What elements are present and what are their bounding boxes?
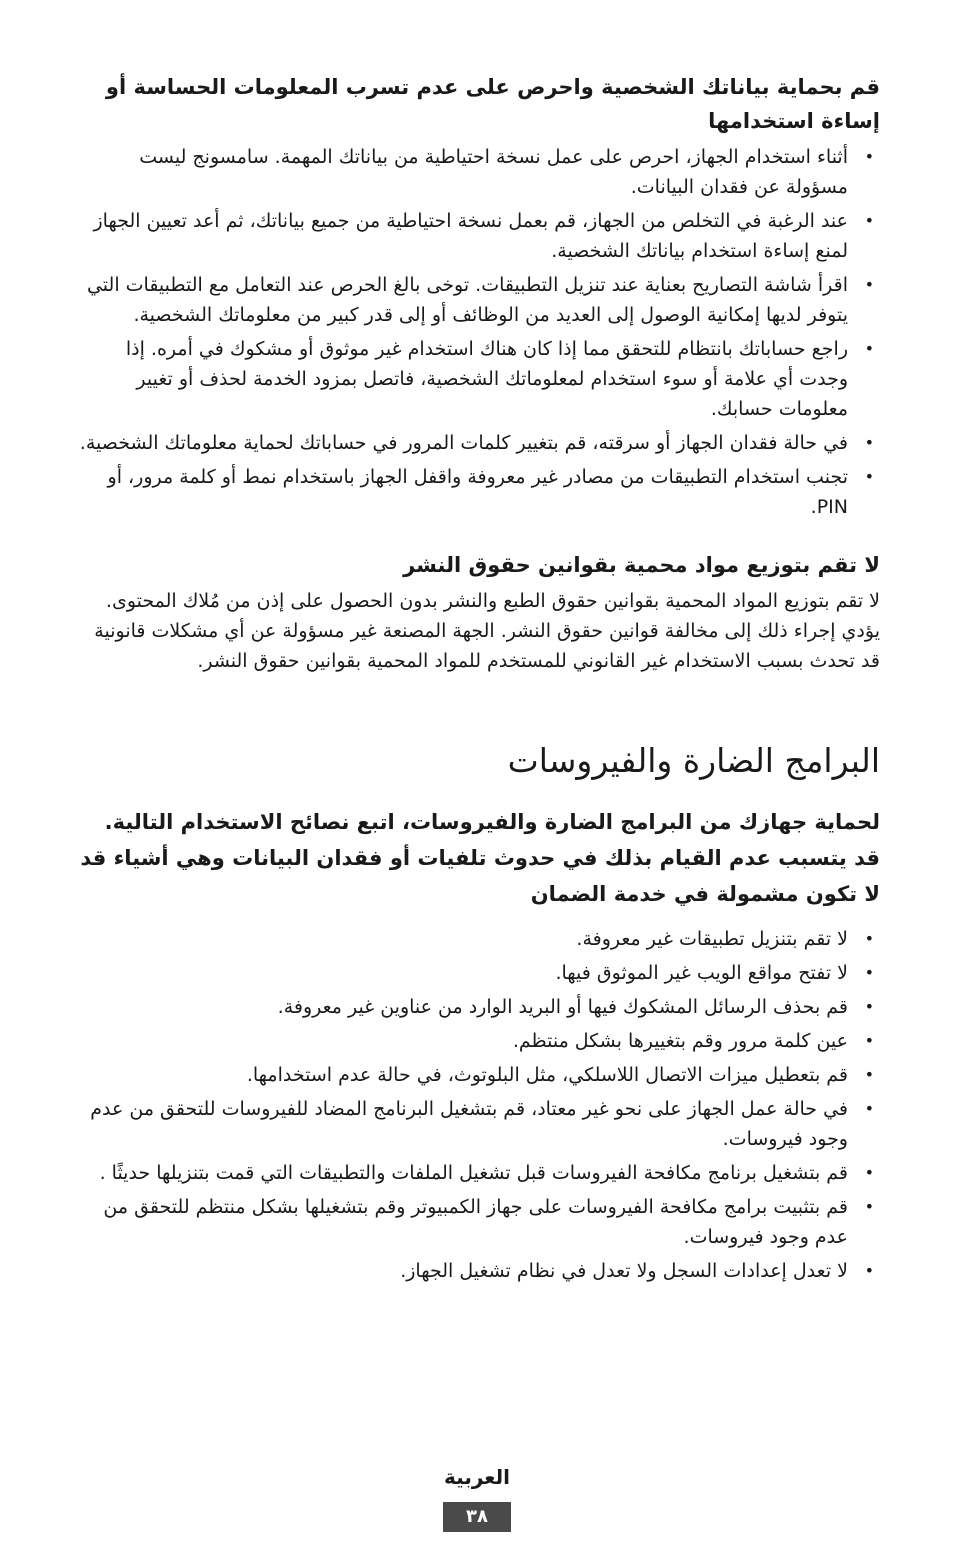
list-item [74,1192,880,1252]
list-item-text: عند الرغبة في التخلص من الجهاز، قم بعمل نسخة احتياطية من جميع بياناتك، ثم أعد تعيين الجهاز لمنع إساءة استخدام بياناتك الشخصية. [93,210,848,262]
list-item-text: قم بتشغيل برنامج مكافحة الفيروسات قبل تشغيل الملفات والتطبيقات التي قمت بتنزيلها حديثًا . [99,1162,848,1184]
list-item-text: قم بتثبيت برامج مكافحة الفيروسات على جهاز الكمبيوتر وقم بتشغيلها بشكل منتظم للتحقق من عدم وجود فيروسات. [103,1196,848,1248]
malware-bullet-list [74,924,880,1286]
bullet-icon: • [864,275,874,294]
bullet-icon: • [864,997,874,1016]
section-heading-personal-data: قم بحماية بياناتك الشخصية واحرص على عدم تسرب المعلومات الحساسة أو إساءة استخدامها [105,75,880,133]
list-item [74,1060,880,1090]
bullet-icon: • [864,1065,874,1084]
spacer [74,526,880,548]
personal-data-bullet-list [74,142,880,522]
list-item [74,992,880,1022]
list-item [74,958,880,988]
list-item-text: قم بحذف الرسائل المشكوك فيها أو البريد الوارد من عناوين غير معروفة. [277,996,848,1018]
list-item-text: أثناء استخدام الجهاز، احرص على عمل نسخة احتياطية من بياناتك المهمة. سامسونج ليست مسؤولة عن فقدان البيانات. [139,146,848,198]
list-item-text: قم بتعطيل ميزات الاتصال اللاسلكي، مثل البلوتوث، في حالة عدم استخدامها. [246,1064,848,1086]
bullet-icon: • [864,1197,874,1216]
list-item-text: لا تقم بتنزيل تطبيقات غير معروفة. [576,928,848,950]
malware-intro: لحماية جهازك من البرامج الضارة والفيروسات، اتبع نصائح الاستخدام التالية. قد يتسبب عدم القيام بذلك في حدوث تلفيات أو فقدان البيانات وهي أشياء قد لا تكون مشمولة في خدمة الضمان [80,810,880,906]
copyright-paragraph: لا تقم بتوزيع المواد المحمية بقوانين حقوق الطبع والنشر بدون الحصول على إذن من مُلاك المحتوى. يؤدي إجراء ذلك إلى مخالفة قوانين حقوق النشر. الجهة المصنعة غير مسؤولة عن أي مشكلات قانونية قد تحدث بسبب الاستخدام غير القانوني للمستخدم للمواد المحمية بقوانين حقوق النشر. [94,590,880,672]
bullet-icon: • [864,211,874,230]
section-title-malware: البرامج الضارة والفيروسات [507,741,880,780]
list-item-text: راجع حساباتك بانتظام للتحقق مما إذا كان هناك استخدام غير موثوق أو مشكوك في أمره. إذا وجدت أي علامة أو سوء استخدام لمعلوماتك الشخصية، فاتصل بمزود الخدمة لحذف أو تغيير معلومات حسابك. [125,338,848,420]
bullet-icon: • [864,339,874,358]
list-item-text: في حالة فقدان الجهاز أو سرقته، قم بتغيير كلمات المرور في حساباتك لحماية معلوماتك الشخصية. [79,432,848,454]
bullet-icon: • [864,963,874,982]
bullet-icon: • [864,467,874,486]
list-item [74,1158,880,1188]
list-item [74,270,880,330]
list-item-text: تجنب استخدام التطبيقات من مصادر غير معروفة واقفل الجهاز باستخدام نمط أو كلمة مرور، أو PIN. [107,466,848,518]
list-item-text: في حالة عمل الجهاز على نحو غير معتاد، قم بتشغيل البرنامج المضاد للفيروسات للتحقق من عدم وجود فيروسات. [90,1098,848,1150]
page-footer [0,1462,954,1532]
list-item-text: اقرأ شاشة التصاريح بعناية عند تنزيل التطبيقات. توخى بالغ الحرص عند التعامل مع التطبيقات التي يتوفر لديها إمكانية الوصول إلى العديد من الوظائف أو إلى قدر كبير من معلوماتك الشخصية. [86,274,848,326]
bullet-icon: • [864,929,874,948]
list-item [74,142,880,202]
list-item [74,1256,880,1286]
list-item [74,428,880,458]
list-item [74,462,880,522]
list-item-text: لا تفتح مواقع الويب غير الموثوق فيها. [555,962,848,984]
list-item-text: لا تعدل إعدادات السجل ولا تعدل في نظام تشغيل الجهاز. [400,1260,848,1282]
bullet-icon: • [864,433,874,452]
list-item [74,206,880,266]
bullet-icon: • [864,147,874,166]
bullet-icon: • [864,1163,874,1182]
spacer [74,676,880,738]
footer-language-label: العربية [444,1465,510,1489]
bullet-icon: • [864,1031,874,1050]
section-heading-copyright: لا تقم بتوزيع مواد محمية بقوانين حقوق النشر [403,553,880,577]
list-item-text: عين كلمة مرور وقم بتغييرها بشكل منتظم. [512,1030,848,1052]
list-item [74,924,880,954]
list-item [74,1026,880,1056]
bullet-icon: • [864,1261,874,1280]
document-page [74,70,880,1290]
bullet-icon: • [864,1099,874,1118]
page-number-badge: ٣٨ [443,1502,511,1532]
list-item [74,334,880,424]
list-item [74,1094,880,1154]
